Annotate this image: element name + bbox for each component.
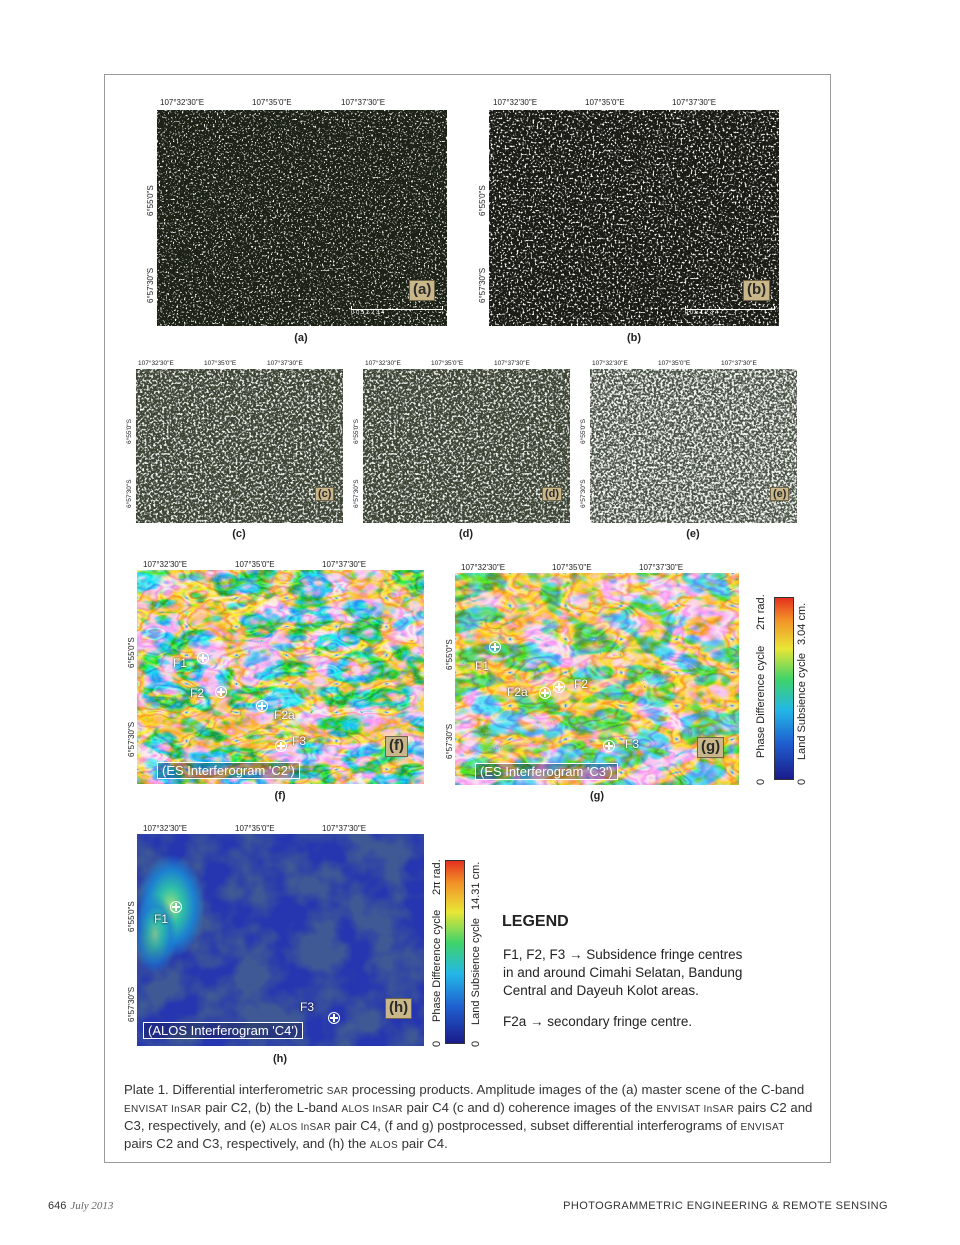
issue-date: July 2013 bbox=[70, 1200, 114, 1212]
coherence-image-c bbox=[136, 369, 343, 523]
marker-label: F2a bbox=[274, 708, 295, 722]
marker-label: F3 bbox=[300, 1000, 315, 1014]
colorbar-subsidence-max: 14.31 cm. bbox=[470, 861, 482, 910]
amplitude-image-b bbox=[489, 110, 779, 326]
lon-label: 107°32'30"E bbox=[461, 563, 506, 572]
lon-label: 107°35'0"E bbox=[204, 360, 237, 367]
marker-label: F1 bbox=[475, 659, 490, 673]
colorbar-subsidence-label: Land Subsience cycle bbox=[470, 917, 482, 1025]
sublabel-d: (d) bbox=[458, 528, 474, 540]
lon-label: 107°37'30"E bbox=[322, 824, 367, 833]
fringe-centre-marker bbox=[275, 740, 287, 752]
legend-line: Central and Dayeuh Kolot areas. bbox=[503, 983, 699, 998]
fringe-centre-marker bbox=[553, 681, 565, 693]
panel-tag: (c) bbox=[315, 487, 334, 501]
panel-tag: (f) bbox=[385, 736, 408, 757]
panel-tag: (e) bbox=[770, 487, 789, 501]
coherence-image-d bbox=[363, 369, 570, 523]
page-number: 646 bbox=[48, 1200, 67, 1212]
interferogram-g bbox=[455, 573, 739, 785]
colorbar-subsidence-label: Land Subsience cycle bbox=[796, 652, 808, 760]
fringe-centre-marker bbox=[197, 652, 209, 664]
lon-label: 107°37'30"E bbox=[322, 560, 367, 569]
legend-line: in and around Cimahi Selatan, Bandung bbox=[503, 965, 743, 980]
fringe-centre-marker bbox=[256, 700, 268, 712]
panel-tag: (h) bbox=[385, 998, 412, 1019]
marker-label: F2a bbox=[507, 685, 528, 699]
fringe-centre-marker bbox=[215, 686, 227, 698]
lon-label: 107°32'30"E bbox=[493, 98, 538, 107]
plate-caption: Plate 1. Differential interferometric SAR processing products. Amplitude images of the (a) master scene of the C-band ENVISAT InSAR pair C2, (b) the L-band ALOS InSAR pair C4 (c and d) coherence images of the ENVISAT InSAR pairs C2 and C3, respectively, and (e) ALOS InSAR pair C4, (f and g) postprocessed, subset differential interferograms of ENVISAT pairs C2 and C3, respectively, and (h) the ALOS pair C4. bbox=[124, 1082, 813, 1151]
lon-label: 107°37'30"E bbox=[267, 360, 303, 367]
sublabel-h: (h) bbox=[272, 1053, 288, 1065]
color-bar bbox=[445, 860, 465, 1044]
marker-label: F2 bbox=[190, 686, 205, 700]
lat-label: 6°57'30"S bbox=[478, 267, 487, 303]
amplitude-image-a bbox=[157, 110, 447, 326]
sublabel-e: (e) bbox=[686, 528, 700, 540]
colorbar-zero: 0 bbox=[796, 778, 808, 785]
fringe-centre-marker bbox=[170, 901, 182, 913]
marker-label: F1 bbox=[173, 656, 188, 670]
lon-label: 107°32'30"E bbox=[143, 824, 188, 833]
coherence-image-e bbox=[590, 369, 797, 523]
colorbar-subsidence-max: 3.04 cm. bbox=[796, 602, 808, 645]
sublabel-g: (g) bbox=[589, 790, 605, 802]
color-bar bbox=[774, 597, 794, 780]
lon-label: 107°35'0"E bbox=[235, 560, 275, 569]
interferogram-h bbox=[137, 834, 424, 1046]
colorbar-zero: 0 bbox=[755, 778, 767, 785]
legend-line: F1, F2, F3 → Subsidence fringe centres bbox=[503, 947, 743, 962]
sublabel-c: (c) bbox=[232, 528, 246, 540]
marker-label: F2 bbox=[574, 677, 589, 691]
lat-label: 6°55'0"S bbox=[445, 639, 454, 670]
interferogram-label: (ES Interferogram 'C3') bbox=[475, 763, 618, 780]
colorbar-phase-max: 2π rad. bbox=[755, 594, 767, 630]
sublabel-f: (f) bbox=[274, 790, 286, 802]
fringe-centre-marker bbox=[539, 687, 551, 699]
fringe-centre-marker bbox=[489, 641, 501, 653]
lon-label: 107°32'30"E bbox=[160, 98, 205, 107]
panel-tag: (a) bbox=[409, 280, 435, 301]
lon-label: 107°37'30"E bbox=[494, 360, 530, 367]
panel-tag: (b) bbox=[743, 280, 770, 301]
colorbar-zero: 0 bbox=[470, 1040, 482, 1047]
legend-title: LEGEND bbox=[502, 913, 569, 930]
fringe-centre-marker bbox=[328, 1012, 340, 1024]
sublabel-a: (a) bbox=[294, 332, 308, 344]
lon-label: 107°32'30"E bbox=[365, 360, 401, 367]
lat-label: 6°57'30"S bbox=[127, 986, 136, 1022]
lon-label: 107°37'30"E bbox=[672, 98, 717, 107]
lat-label: 6°55'0"S bbox=[478, 185, 487, 216]
fringe-centre-marker bbox=[603, 740, 615, 752]
lat-label: 6°57'30"S bbox=[146, 267, 155, 303]
lon-label: 107°35'0"E bbox=[235, 824, 275, 833]
lat-label: 6°57'30"S bbox=[445, 723, 454, 759]
colorbar-phase-label: Phase Difference cycle bbox=[755, 645, 767, 758]
lon-label: 107°37'30"E bbox=[341, 98, 386, 107]
lat-label: 6°55'0"S bbox=[126, 419, 133, 444]
lon-label: 107°32'30"E bbox=[592, 360, 628, 367]
lon-label: 107°37'30"E bbox=[721, 360, 757, 367]
panel-tag: (g) bbox=[697, 737, 724, 758]
legend-line: F2a → secondary fringe centre. bbox=[503, 1014, 693, 1029]
lon-label: 107°32'30"E bbox=[143, 560, 188, 569]
lon-label: 107°37'30"E bbox=[639, 563, 684, 572]
interferogram-f bbox=[137, 570, 424, 784]
lat-label: 6°57'30"S bbox=[353, 479, 360, 508]
marker-label: F3 bbox=[292, 734, 307, 748]
scale-bar: 0 0.5 1 2 3 4 bbox=[685, 304, 775, 318]
sublabel-b: (b) bbox=[626, 332, 642, 344]
marker-label: F3 bbox=[625, 737, 640, 751]
page-footer bbox=[48, 1200, 113, 1212]
lat-label: 6°57'30"S bbox=[580, 479, 587, 508]
scale-bar: 0 0.5 1 2 3 4 bbox=[351, 304, 443, 318]
lat-label: 6°55'0"S bbox=[127, 637, 136, 668]
lat-label: 6°55'0"S bbox=[146, 185, 155, 216]
interferogram-label: (ES Interferogram 'C2') bbox=[157, 762, 300, 779]
panel-tag: (d) bbox=[542, 487, 562, 501]
colorbar-zero: 0 bbox=[431, 1040, 443, 1047]
lon-label: 107°35'0"E bbox=[252, 98, 292, 107]
journal-name: PHOTOGRAMMETRIC ENGINEERING & REMOTE SENSING bbox=[563, 1200, 888, 1212]
lon-label: 107°35'0"E bbox=[552, 563, 592, 572]
lon-label: 107°32'30"E bbox=[138, 360, 174, 367]
colorbar-phase-max: 2π rad. bbox=[431, 859, 443, 895]
lat-label: 6°57'30"S bbox=[127, 721, 136, 757]
lon-label: 107°35'0"E bbox=[431, 360, 464, 367]
colorbar-phase-label: Phase Difference cycle bbox=[431, 909, 443, 1022]
lat-label: 6°55'0"S bbox=[580, 419, 587, 444]
lon-label: 107°35'0"E bbox=[585, 98, 625, 107]
marker-label: F1 bbox=[154, 912, 169, 926]
interferogram-label: (ALOS Interferogram 'C4') bbox=[143, 1022, 303, 1039]
lat-label: 6°55'0"S bbox=[353, 419, 360, 444]
lon-label: 107°35'0"E bbox=[658, 360, 691, 367]
lat-label: 6°55'0"S bbox=[127, 901, 136, 932]
lat-label: 6°57'30"S bbox=[126, 479, 133, 508]
